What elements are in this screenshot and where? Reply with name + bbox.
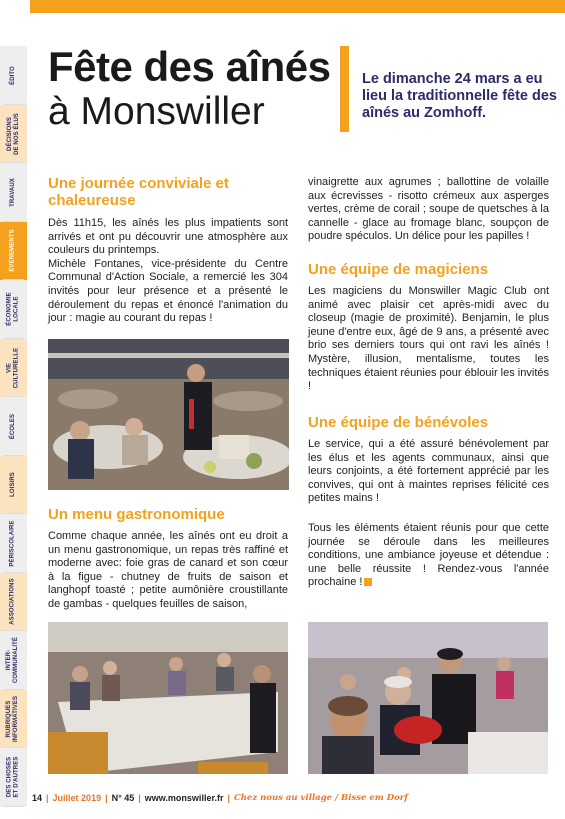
title-line-1: Fête des aînés (48, 43, 331, 90)
separator: | (227, 793, 230, 803)
top-accent-bar (30, 0, 565, 13)
nav-tab-11[interactable] (0, 631, 27, 690)
nav-tab-label: ÉVÉNEMENTS (10, 229, 16, 272)
nav-tab-2[interactable] (0, 105, 27, 164)
nav-tab-label: LOISIRS (9, 472, 16, 498)
section-nav (0, 46, 27, 807)
nav-tab-label: VIE CULTURELLE (6, 347, 20, 389)
nav-tab-3[interactable] (0, 163, 27, 222)
issue-date: Juillet 2019 (52, 793, 102, 803)
nav-tab-6[interactable] (0, 339, 27, 398)
photo-magician-hall (48, 339, 289, 490)
page-number: 14 (32, 793, 43, 803)
heading-menu-gastronomique: Un menu gastronomique (48, 506, 225, 523)
nav-tab-label: PÉRISCOLAIRE (10, 520, 16, 567)
heading-equipe-benevoles: Une équipe de bénévoles (308, 414, 489, 431)
website-link[interactable]: www.monswiller.fr (144, 793, 224, 803)
text-equipe-benevoles: Le service, qui a été assuré bénévolement par les élus et les agents communaux, ainsi que leurs conjoints, a été fortement apprécié par les convives, qui ont à maintes reprises félicité ces petites mains ! (308, 438, 549, 505)
nav-tab-12[interactable] (0, 690, 27, 749)
nav-tab-7[interactable] (0, 397, 27, 456)
page-footer (32, 790, 562, 806)
issue-number: N° 45 (111, 793, 135, 803)
nav-tab-label: ASSOCIATIONS (10, 578, 16, 625)
nav-tab-8[interactable] (0, 456, 27, 515)
separator: | (46, 793, 49, 803)
heading-equipe-magiciens: Une équipe de magiciens (308, 261, 489, 278)
nav-tab-label: ÉCONOMIE LOCALE (6, 292, 20, 326)
page-title (48, 44, 330, 134)
nav-tab-4[interactable] (0, 222, 27, 281)
text-equipe-magiciens: Les magiciens du Monswiller Magic Club ont animé avec plaisir cet après-midi avec du closeup (magie de proximité). Benjamin, le plus jeune d'entre eux, âgé de 9 ans, a présenté avec brio ses derniers tours qui ont ravi les aînés ! Mystère, illusion, mentalisme, toutes les techniques étaient réunies pour éblouir les invités ! (308, 285, 549, 393)
nav-tab-9[interactable] (0, 514, 27, 573)
nav-tab-label: RUBRIQUES INFORMATIVES (6, 695, 20, 742)
text-menu-continuation: vinaigrette aux agrumes ; ballottine de volaille aux écrevisses - risotto crémeux aux asperges vertes, crème de corail ; soupe de quetsches à la cannelle - glace au fromage blanc, soupçon de poudre spéculos. Un délice pour les papilles ! (308, 176, 549, 243)
photo-magic-trick (308, 622, 548, 774)
paragraph: Michèle Fontanes, vice-présidente du Centre Communal d'Action Sociale, a remercié les 304 invités pour leur présence et a présenté le déroulement du repas et énoncé l'animation du jour : magie au courant du repas ! (48, 257, 288, 325)
signature-text: Chez nous au village / Bisse em Dorf (233, 793, 408, 803)
nav-tab-5[interactable] (0, 280, 27, 339)
text-journee-conviviale (48, 217, 288, 326)
nav-tab-label: INTER- COMMUNALITÉ (6, 637, 20, 684)
separator: | (138, 793, 141, 803)
lead-text: Le dimanche 24 mars a eu lieu la traditionnelle fête des aînés au Zomhoff. (362, 71, 557, 121)
photo-dining-tables (48, 622, 288, 774)
lead-accent-bar (340, 46, 349, 132)
nav-tab-10[interactable] (0, 573, 27, 632)
end-mark-icon (364, 578, 372, 586)
nav-tab-1[interactable] (0, 46, 27, 105)
heading-journee-conviviale: Une journée conviviale et chaleureuse (48, 175, 229, 209)
title-line-2: à Monswiller (48, 90, 265, 133)
text-menu-gastronomique: Comme chaque année, les aînés ont eu droit a un menu gastronomique, un repas très raffiné et moderne avec: foie gras de canard et son cœur à la figue - chutney de fruits de saison et langhopf toasté ; petite aumônière croustillante de gambas - quelques feuilles de saison, (48, 530, 288, 610)
separator: | (105, 793, 108, 803)
paragraph: Dès 11h15, les aînés les plus impatients sont arrivés et ont pu découvrir une atmosphère aux couleurs du printemps. (48, 217, 288, 257)
nav-tab-label: ÉCOLES (10, 413, 16, 439)
nav-tab-13[interactable] (0, 748, 27, 807)
nav-tab-label: ÉDITO (9, 65, 16, 85)
closing-text: Tous les éléments étaient réunis pour que cette journée se déroule dans les meilleures conditions, une ambiance joyeuse et détendue : une belle réussite ! Rendez-vous l'année prochaine ! (308, 522, 549, 589)
nav-tab-label: DÉCISIONS DE NOS ÉLUS (6, 112, 20, 155)
text-closing (308, 522, 549, 590)
nav-tab-label: DES CHOSES ET D'AUTRES (6, 756, 20, 798)
nav-tab-label: TRAVAUX (10, 177, 16, 207)
